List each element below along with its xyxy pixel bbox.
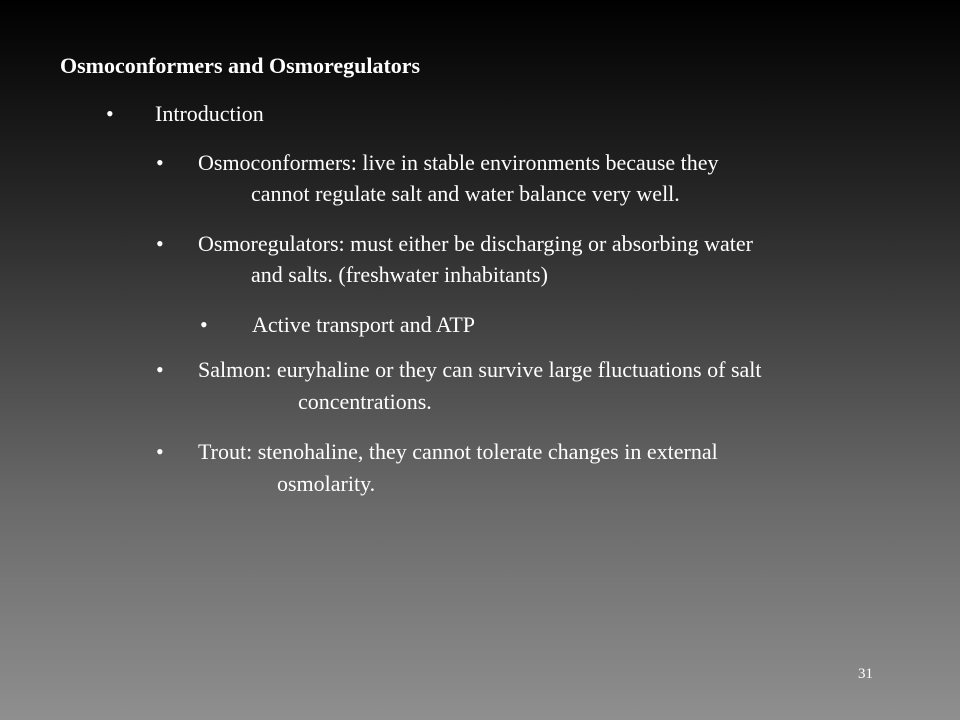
bullet-text: Osmoregulators: must either be discharging or absorbing water xyxy=(198,231,753,256)
bullet-dot: • xyxy=(156,150,164,175)
bullet-text-continued: and salts. (freshwater inhabitants) xyxy=(251,262,548,287)
bullet-text: Introduction xyxy=(155,101,264,126)
bullet-text-continued: cannot regulate salt and water balance very well. xyxy=(251,181,680,206)
bullet-text: Trout: stenohaline, they cannot tolerate changes in external xyxy=(198,439,718,464)
slide-title: Osmoconformers and Osmoregulators xyxy=(60,53,421,78)
bullet-text: Osmoconformers: live in stable environments because they xyxy=(198,150,719,175)
bullet-dot: • xyxy=(106,101,114,126)
bullet-dot: • xyxy=(200,312,208,337)
bullet-text: Salmon: euryhaline or they can survive large fluctuations of salt xyxy=(198,357,762,382)
bullet-text-continued: concentrations. xyxy=(298,389,432,414)
bullet-dot: • xyxy=(156,357,164,382)
bullet-text-continued: osmolarity. xyxy=(277,471,376,496)
bullet-dot: • xyxy=(156,231,164,256)
bullet-dot: • xyxy=(156,439,164,464)
page-number: 31 xyxy=(858,666,873,682)
bullet-text: Active transport and ATP xyxy=(252,312,476,337)
